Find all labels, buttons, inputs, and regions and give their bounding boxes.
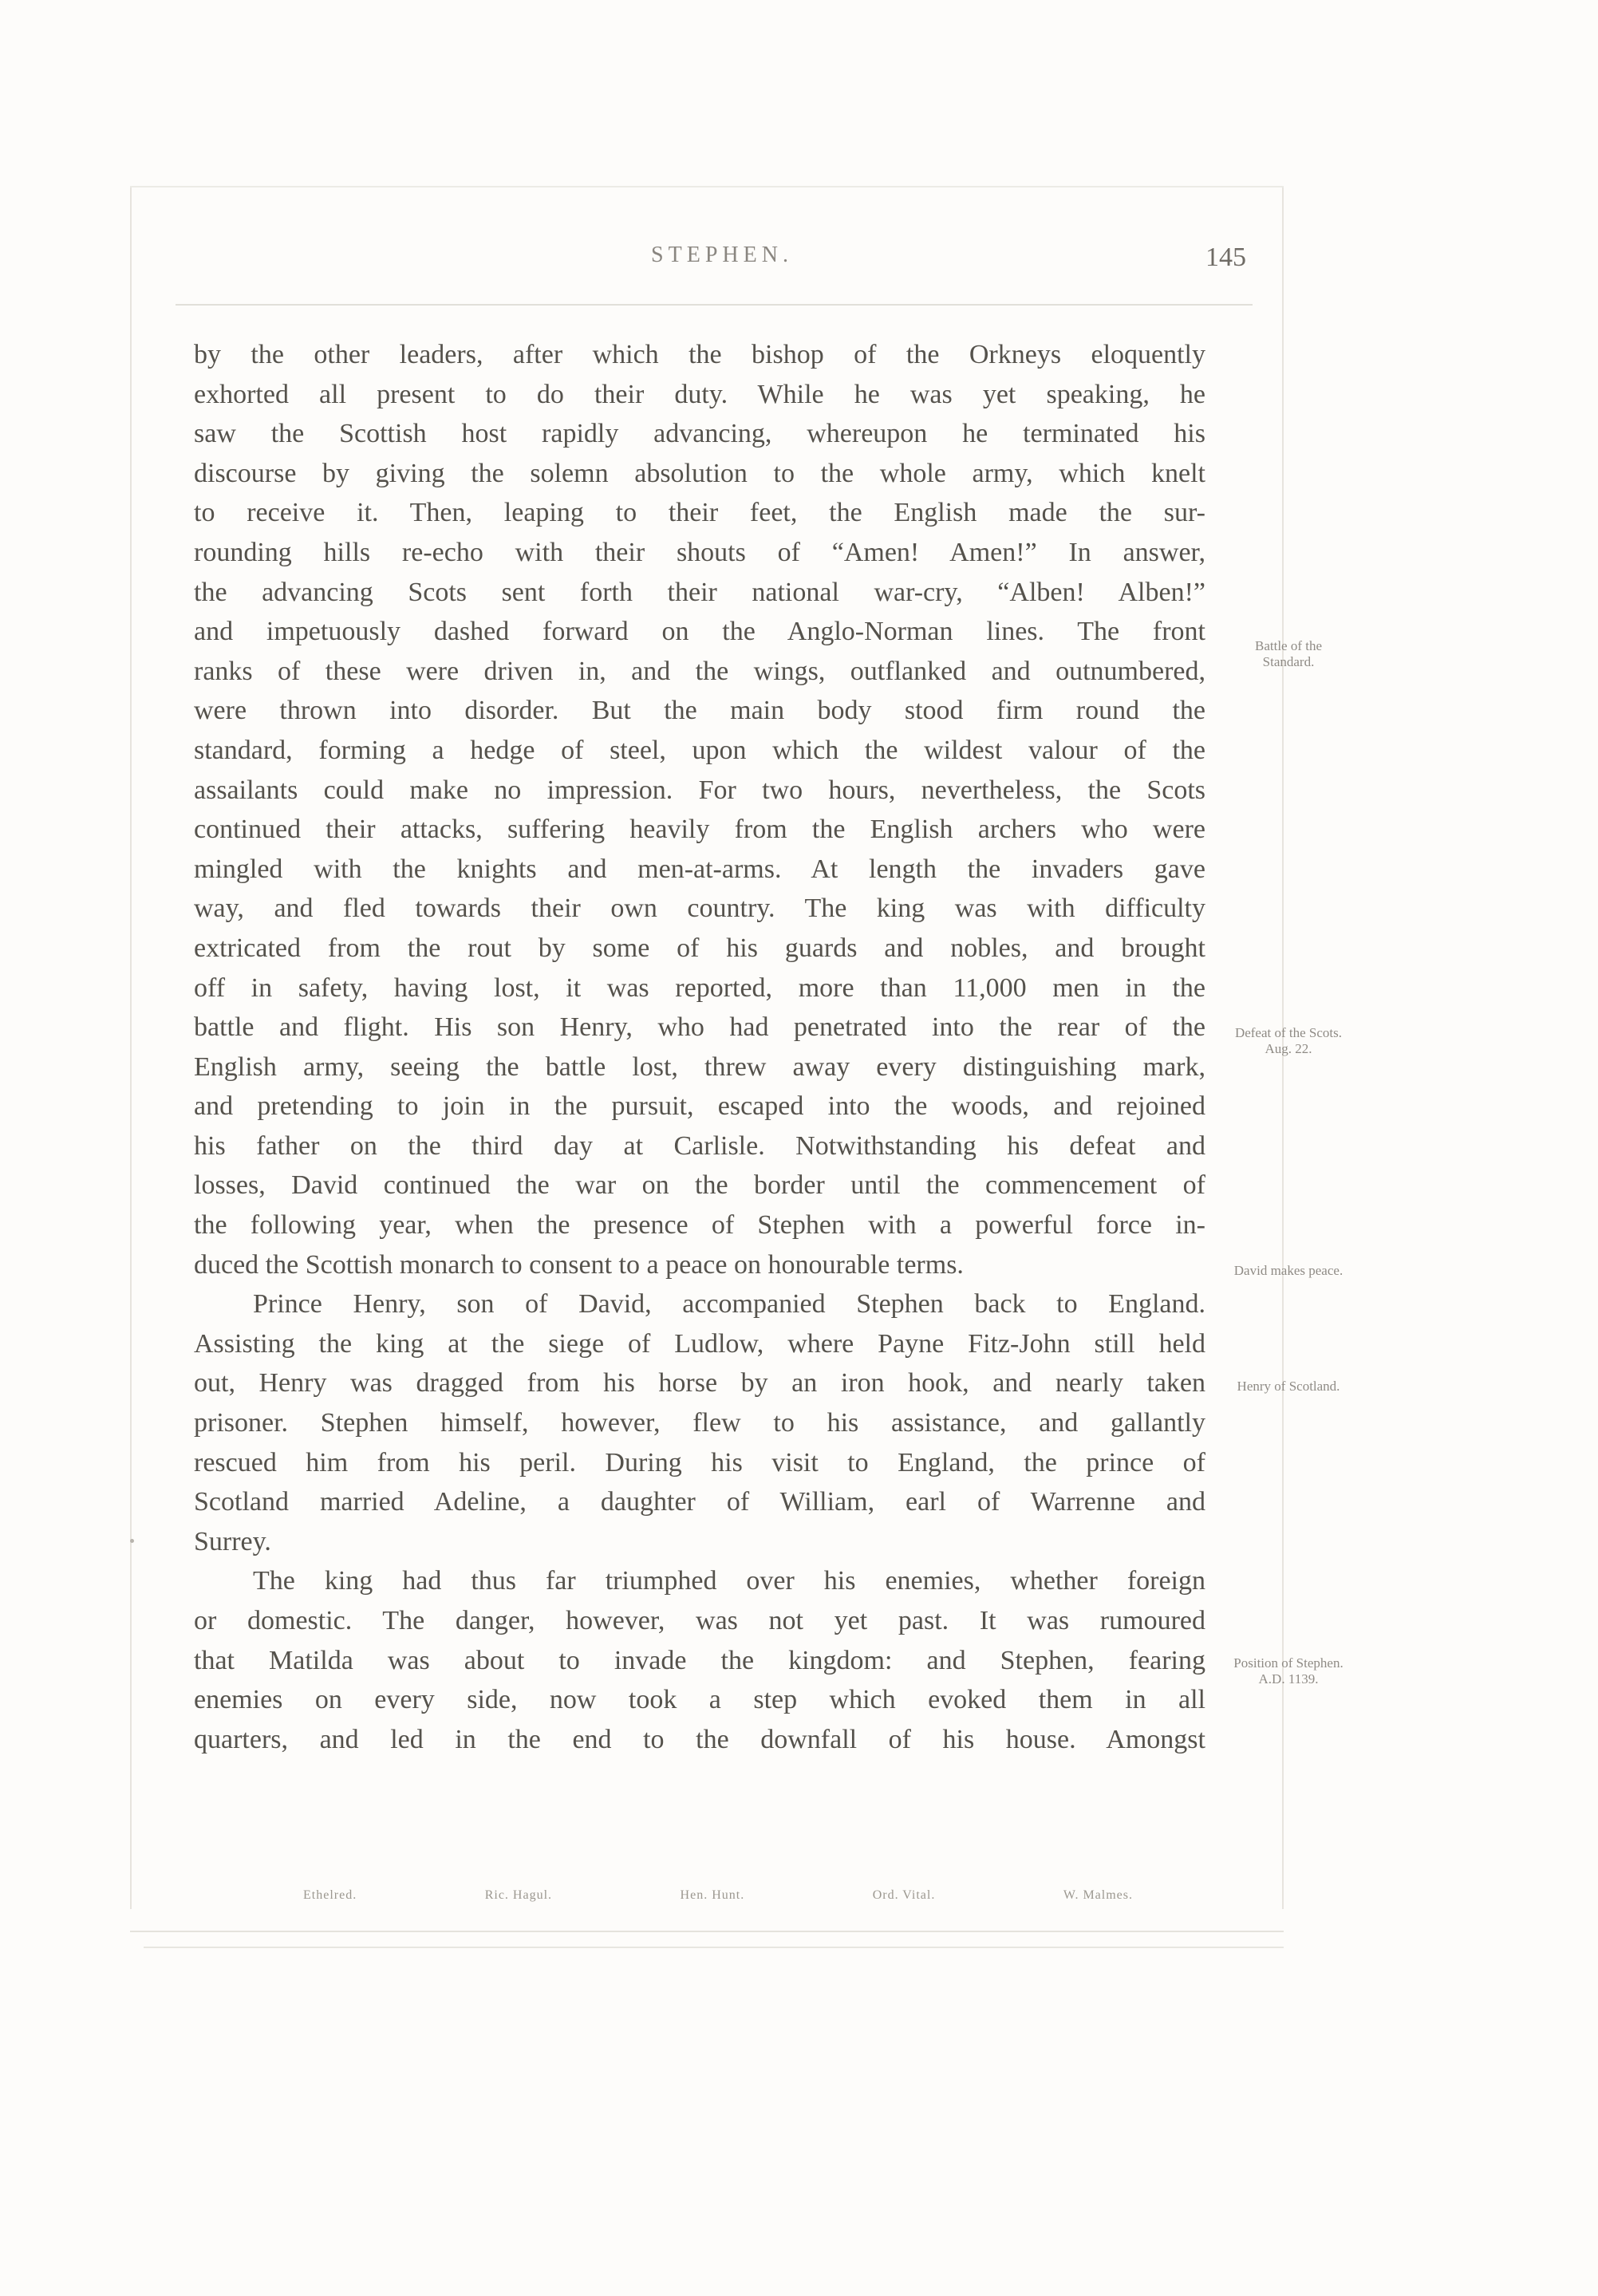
text-line: battle and flight. His son Henry, who had penetrated into the rear of the bbox=[194, 1012, 1205, 1043]
text-line: rounding hills re-echo with their shouts of “Amen! Amen!” In answer, bbox=[194, 537, 1205, 567]
frame-bottom-rule-outer bbox=[144, 1947, 1284, 1948]
text-line: discourse by giving the solemn absolution to the whole army, which knelt bbox=[194, 458, 1205, 488]
source-reference: Ethelred. bbox=[303, 1888, 357, 1902]
text-line: duced the Scottish monarch to consent to a peace on honourable terms. bbox=[194, 1249, 964, 1280]
print-speck bbox=[130, 1539, 134, 1543]
text-line: losses, David continued the war on the border until the commencement of bbox=[194, 1170, 1205, 1201]
frame-top-rule bbox=[130, 186, 1284, 187]
text-line: Surrey. bbox=[194, 1526, 271, 1556]
text-line: and impetuously dashed forward on the Anglo-Norman lines. The front bbox=[194, 617, 1205, 647]
text-line: extricated from the rout by some of his guards and nobles, and brought bbox=[194, 933, 1205, 963]
text-line: his father on the third day at Carlisle. Notwithstanding his defeat and bbox=[194, 1130, 1205, 1161]
text-line: enemies on every side, now took a step which evoked them in all bbox=[194, 1685, 1205, 1715]
marginal-note-henry-of-scotland: Henry of Scotland. bbox=[1237, 1379, 1340, 1394]
marginal-note-battle-of-the-standard: Battle of the Standard. bbox=[1254, 638, 1323, 669]
text-line: rescued him from his peril. During his visit to England, the prince of bbox=[194, 1447, 1205, 1477]
text-line: by the other leaders, after which the bishop of the Orkneys eloquently bbox=[194, 340, 1205, 369]
footer-source-references bbox=[303, 1888, 1133, 1912]
source-reference: Ric. Hagul. bbox=[484, 1888, 553, 1902]
text-line: continued their attacks, suffering heavily from the English archers who were bbox=[194, 815, 1205, 845]
marginal-note-defeat-of-the-scots: Defeat of the Scots. Aug. 22. bbox=[1234, 1025, 1343, 1056]
text-line: Prince Henry, son of David, accompanied Stephen back to England. bbox=[253, 1289, 1205, 1320]
text-line: standard, forming a hedge of steel, upon which the wildest valour of the bbox=[194, 735, 1205, 765]
text-line: Scotland married Adeline, a daughter of William, earl of Warrenne and bbox=[194, 1487, 1205, 1517]
source-reference: Ord. Vital. bbox=[872, 1888, 936, 1902]
marginal-note-david-makes-peace: David makes peace. bbox=[1233, 1263, 1344, 1278]
text-line: prisoner. Stephen himself, however, flew to his assistance, and gallantly bbox=[194, 1408, 1205, 1438]
page-header bbox=[191, 233, 1253, 281]
marginal-note-position-of-stephen: Position of Stephen. A.D. 1139. bbox=[1233, 1655, 1344, 1686]
text-line: were thrown into disorder. But the main body stood firm round the bbox=[194, 696, 1205, 726]
text-line: exhorted all present to do their duty. While he was yet speaking, he bbox=[194, 379, 1205, 409]
text-line: the advancing Scots sent forth their national war-cry, “Alben! Alben!” bbox=[194, 577, 1205, 607]
text-line: that Matilda was about to invade the kingdom: and Stephen, fearing bbox=[194, 1645, 1205, 1675]
text-line: Assisting the king at the siege of Ludlow, where Payne Fitz-John still held bbox=[194, 1328, 1205, 1359]
text-line: The king had thus far triumphed over his enemies, whether foreign bbox=[253, 1566, 1205, 1596]
text-line: quarters, and led in the end to the downfall of his house. Amongst bbox=[194, 1724, 1205, 1754]
text-line: the following year, when the presence of Stephen with a powerful force in- bbox=[194, 1210, 1205, 1241]
page-number: 145 bbox=[1205, 243, 1246, 272]
text-line: assailants could make no impression. For two hours, nevertheless, the Scots bbox=[194, 775, 1205, 805]
text-line: ranks of these were driven in, and the wings, outflanked and outnumbered, bbox=[194, 656, 1205, 686]
text-line: to receive it. Then, leaping to their feet, the English made the sur- bbox=[194, 498, 1205, 528]
text-line: saw the Scottish host rapidly advancing, whereupon he terminated his bbox=[194, 419, 1205, 449]
text-line: mingled with the knights and men-at-arms. At length the invaders gave bbox=[194, 854, 1205, 884]
source-reference: Hen. Hunt. bbox=[680, 1888, 745, 1902]
header-rule bbox=[176, 304, 1253, 306]
text-line: or domestic. The danger, however, was not yet past. It was rumoured bbox=[194, 1606, 1205, 1635]
source-reference: W. Malmes. bbox=[1063, 1888, 1133, 1902]
running-title: STEPHEN. bbox=[651, 243, 793, 267]
body-text bbox=[194, 335, 1205, 1759]
text-line: out, Henry was dragged from his horse by an iron hook, and nearly taken bbox=[194, 1368, 1205, 1399]
text-line: English army, seeing the battle lost, threw away every distinguishing mark, bbox=[194, 1051, 1205, 1082]
text-line: way, and fled towards their own country. The king was with difficulty bbox=[194, 894, 1205, 924]
text-line: off in safety, having lost, it was reported, more than 11,000 men in the bbox=[194, 972, 1205, 1003]
frame-bottom-rule bbox=[130, 1931, 1284, 1932]
text-line: and pretending to join in the pursuit, escaped into the woods, and rejoined bbox=[194, 1091, 1205, 1122]
